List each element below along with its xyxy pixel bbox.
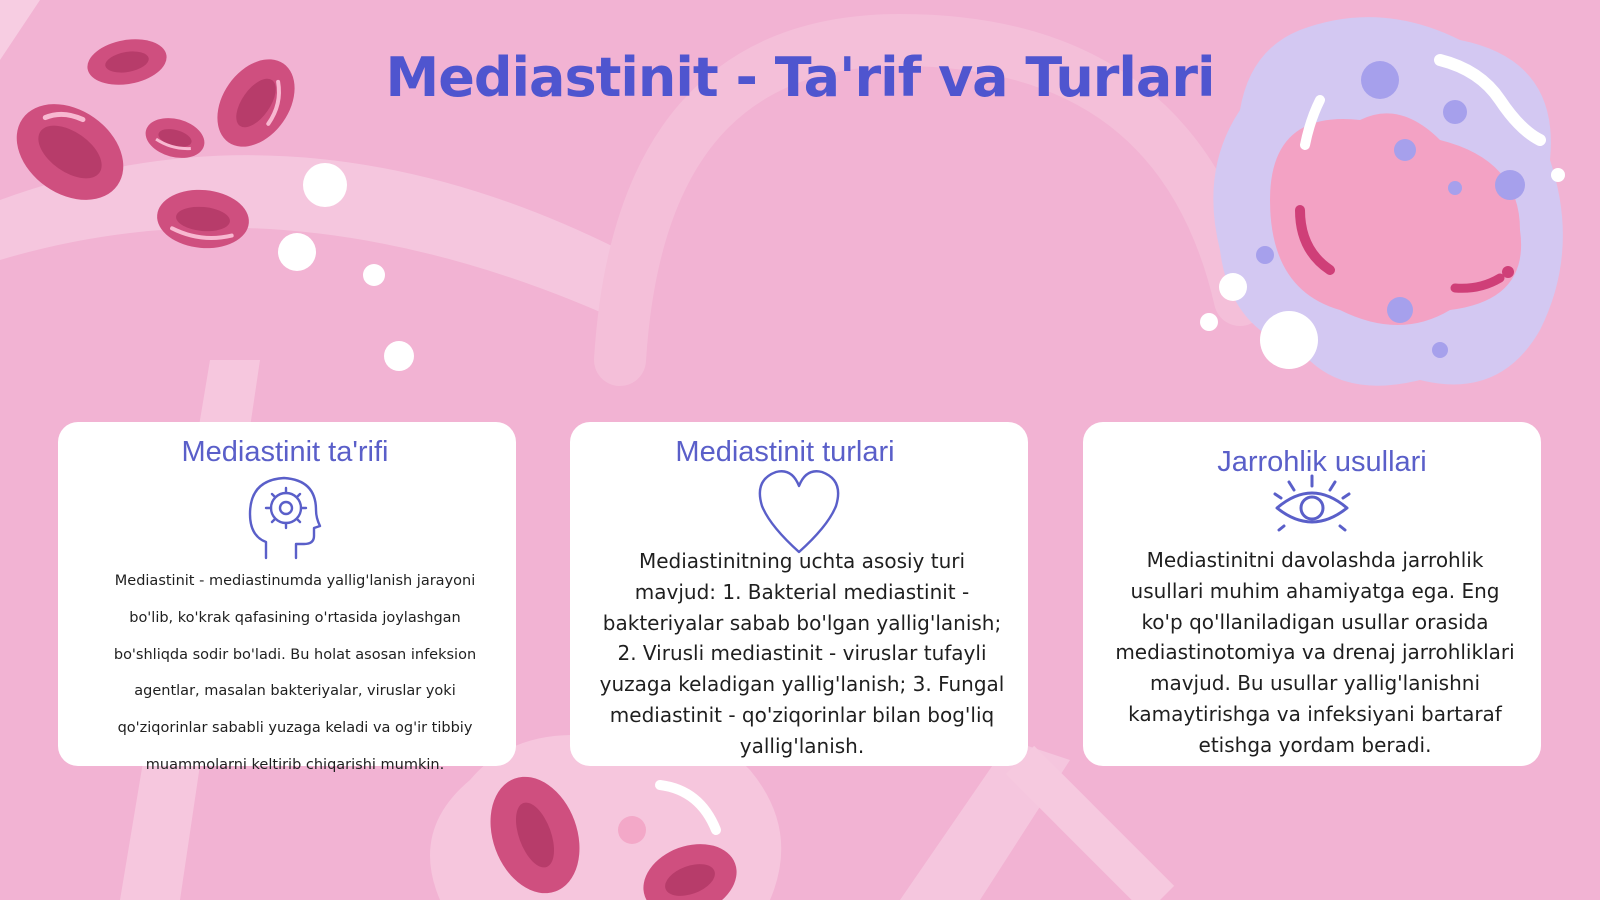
- bubble: [278, 233, 316, 271]
- card-text: Mediastinitni davolashda jarrohlik usullari muhim ahamiyatga ega. Eng ko'p qo'llaniladigan usullar orasida mediastinotomiya va drenaj jarrohliklari mavjud. Bu usullar yallig'lanishni kamaytirishga va infeksiyani bartaraf etishga yordam beradi.: [1115, 548, 1515, 757]
- card-surgery: [1083, 422, 1541, 766]
- card-text: Mediastinitning uchta asosiy turi mavjud: 1. Bakterial mediastinit - bakteriyalar sabab bo'lgan yallig'lanish; 2. Virusli mediastinit - viruslar tufayli yuzaga keladigan yallig'lanish; 3. Fungal mediastinit - qo'ziqorinlar bilan bog'liq yallig'lanish.: [599, 549, 1005, 758]
- bubble: [1260, 311, 1318, 369]
- eye-icon: [1269, 472, 1355, 544]
- head-gear-icon: [244, 470, 324, 562]
- card-text: Mediastinit - mediastinumda yallig'lanish jarayoni bo'lib, ko'krak qafasining o'rtasida joylashgan bo'shliqda sodir bo'ladi. Bu holat asosan infeksion agentlar, masalan bakteriyalar, viruslar yoki qo'ziqorinlar sababli yuzaga keladi va og'ir tibbiy muammolarni keltirib chiqarishi mumkin.: [113, 573, 477, 773]
- bubble: [1219, 273, 1247, 301]
- bg-curve-bottom: [1020, 760, 1160, 900]
- card-title: Jarrohlik usullari: [1217, 446, 1427, 478]
- card-definition: [58, 422, 516, 773]
- card-title: Mediastinit turlari: [675, 436, 895, 468]
- bubble: [384, 341, 414, 371]
- blood-cell-3: [141, 112, 209, 164]
- card-types: [570, 422, 1028, 766]
- card-title: Mediastinit ta'rifi: [181, 436, 389, 468]
- bubble: [618, 816, 646, 844]
- bubble: [363, 264, 385, 286]
- slide-title: Mediastinit - Ta'rif va Turlari: [385, 46, 1215, 109]
- heart-icon: [756, 466, 842, 556]
- bubble: [303, 163, 347, 207]
- bubble: [1200, 313, 1218, 331]
